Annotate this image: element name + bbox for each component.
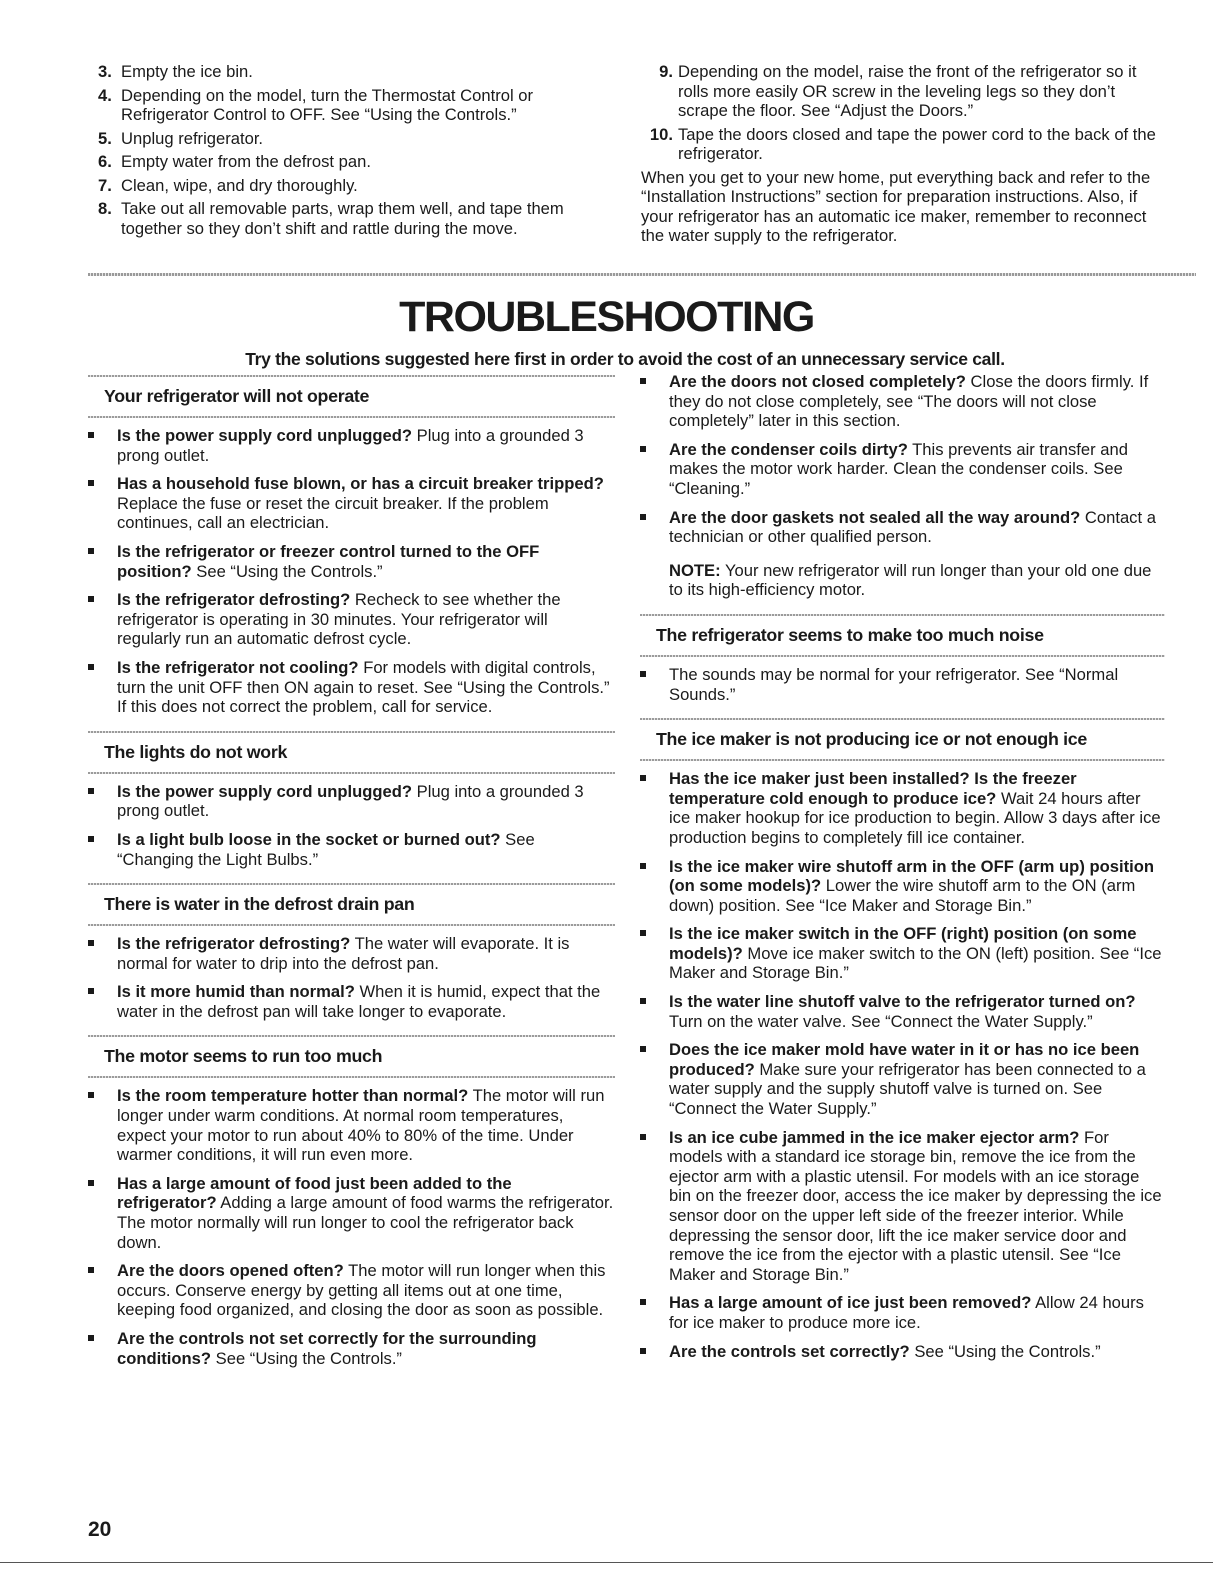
troubleshooting-list (640, 769, 1165, 1361)
list-item (98, 62, 613, 82)
moving-paragraph: When you get to your new home, put everything back and refer to the “Installation Instructions” section for preparation instructions. Also, if your refrigerator has an automatic ice maker, remember to reconnect the water supply to the refrigerator. (641, 167, 1151, 245)
answer: Plug into a grounded 3 prong outlet. (117, 426, 584, 465)
list-item (88, 1329, 615, 1368)
bullet-icon (640, 1134, 646, 1140)
step-number: 7. (98, 175, 112, 195)
bullet-icon (640, 378, 646, 384)
troubleshooting-list (640, 372, 1165, 547)
answer: Wait 24 hours after ice maker hookup for ice production to begin. Allow 3 days after ice production begins to completely fill ice container. (669, 788, 1161, 847)
note-text: Your new refrigerator will run longer than your old one due to its high-efficiency motor. (669, 560, 1152, 600)
list-item (641, 62, 1161, 121)
question: Is the power supply cord unplugged? (117, 781, 413, 801)
section-heading (88, 1035, 615, 1078)
moving-steps-list (641, 62, 1161, 164)
question: Are the controls set correctly? (669, 1341, 910, 1361)
answer: For models with a standard ice storage bin, remove the ice from the ejector arm with a plastic utensil. For models with an ice storage bin on the freezer door, access the ice maker by depressing the ice sensor door on the upper left side of the freezer interior. While depressing the sensor door, lift the ice maker service door and remove the ice from the ejector with a plastic utensil. See “Ice Maker and Storage Bin.” (669, 1127, 1162, 1284)
question: Are the door gaskets not sealed all the way around? (669, 507, 1081, 527)
question: Is the ice maker wire shutoff arm in the OFF (arm up) position (on some models)? (669, 856, 1154, 896)
list-item (640, 1040, 1165, 1118)
question: Is the refrigerator or freezer control turned to the OFF position? (117, 541, 540, 581)
step-text: Clean, wipe, and dry thoroughly. (121, 175, 358, 195)
answer: Adding a large amount of food warms the refrigerator. The motor normally will run longer to cool the refrigerator back down. (117, 1193, 614, 1252)
note (669, 561, 1165, 600)
answer: Turn on the water valve. See “Connect the Water Supply.” (669, 1011, 1093, 1031)
answer: This prevents air transfer and makes the motor work harder. Clean the condenser coils. See “Cleaning.” (669, 439, 1128, 498)
bullet-icon (88, 432, 94, 438)
list-item (640, 769, 1165, 847)
step-number: 4. (98, 85, 112, 105)
answer: See “Using the Controls.” (215, 1348, 402, 1368)
list-item (98, 86, 613, 125)
answer: Lower the wire shutoff arm to the ON (arm down) position. See “Ice Maker and Storage Bin.” (669, 876, 1136, 915)
troubleshooting-list (88, 934, 615, 1021)
answer: The sounds may be normal for your refrigerator. See “Normal Sounds.” (669, 664, 1119, 704)
right-column (640, 372, 1165, 1375)
list-item (640, 857, 1165, 916)
section-heading (88, 731, 615, 774)
bullet-icon (640, 671, 646, 677)
section-divider (88, 273, 1196, 276)
answer: Plug into a grounded 3 prong outlet. (117, 781, 584, 821)
bullet-icon (88, 836, 94, 842)
bullet-icon (88, 480, 94, 486)
moving-steps-list (98, 62, 613, 238)
answer: Close the doors firmly. If they do not close completely, see “The doors will not close completely” later in this section. (669, 372, 1149, 431)
answer: The motor will run longer under warm conditions. At normal room temperatures, expect your motor to run about 40% to 80% of the time. Under warmer conditions, it will run even more. (117, 1086, 605, 1165)
question: Is the refrigerator not cooling? (117, 657, 359, 677)
question: Is the refrigerator defrosting? (117, 590, 351, 610)
section-heading-text: The refrigerator seems to make too much noise (656, 624, 1044, 645)
list-item (640, 1128, 1165, 1285)
answer: Make sure your refrigerator has been connected to a water supply and the supply shutoff valve is turned on. See “Connect the Water Supply.” (669, 1059, 1146, 1119)
bullet-icon (88, 1092, 94, 1098)
section-heading (640, 614, 1165, 657)
question: Are the controls not set correctly for the surrounding conditions? (117, 1329, 537, 1368)
section-heading-text: The ice maker is not producing ice or not enough ice (656, 729, 1087, 750)
list-item (641, 125, 1161, 164)
list-item (640, 508, 1165, 547)
bullet-icon (640, 514, 646, 520)
step-number: 5. (98, 128, 112, 148)
bullet-icon (88, 1180, 94, 1186)
list-item (88, 982, 615, 1021)
troubleshooting-list (640, 665, 1165, 704)
question: Has a household fuse blown, or has a circuit breaker tripped? (117, 474, 604, 494)
troubleshooting-list (88, 782, 615, 869)
section-heading-text: The motor seems to run too much (104, 1046, 383, 1067)
answer: Contact a technician or other qualified person. (669, 507, 1156, 547)
section-heading (88, 375, 615, 418)
left-column (88, 375, 615, 1382)
answer: Replace the fuse or reset the circuit breaker. If the problem continues, call an electrician. (117, 493, 549, 533)
list-item (98, 199, 613, 238)
question: Are the doors not closed completely? (669, 372, 966, 391)
list-item (88, 782, 615, 821)
bullet-icon (640, 775, 646, 781)
answer: For models with digital controls, turn the unit OFF then ON again to reset. See “Using the Controls.” If this does not correct the problem, call for service. (117, 657, 610, 717)
step-number: 3. (98, 62, 112, 81)
troubleshooting-list (88, 1086, 615, 1368)
question: Is an ice cube jammed in the ice maker ejector arm? (669, 1127, 1080, 1147)
moving-steps-left (98, 62, 613, 242)
bullet-icon (640, 1299, 646, 1305)
bullet-icon (640, 446, 646, 452)
question: Does the ice maker mold have water in it or has no ice been produced? (669, 1040, 1140, 1079)
bullet-icon (640, 998, 646, 1004)
list-item (88, 590, 615, 649)
bullet-icon (88, 1267, 94, 1273)
question: Are the condenser coils dirty? (669, 439, 908, 459)
question: Is the water line shutoff valve to the refrigerator turned on? (669, 992, 1136, 1012)
list-item (88, 426, 615, 465)
question: Is the refrigerator defrosting? (117, 934, 351, 954)
bullet-icon (640, 1348, 646, 1354)
bullet-icon (88, 664, 94, 670)
step-number: 9. (659, 62, 673, 81)
list-item (98, 129, 613, 149)
bullet-icon (88, 1335, 94, 1341)
answer: Recheck to see whether the refrigerator is operating in 30 minutes. Your refrigerator will regularly run an automatic defrost cycle. (117, 590, 561, 649)
question: Is the power supply cord unplugged? (117, 426, 413, 445)
bullet-icon (640, 930, 646, 936)
step-text: Depending on the model, raise the front of the refrigerator so it rolls more easily OR screw in the leveling legs so they don’t scrape the floor. See “Adjust the Doors.” (678, 62, 1137, 120)
question: Is it more humid than normal? (117, 982, 355, 1002)
section-heading-text: Your refrigerator will not operate (104, 386, 370, 406)
list-item (640, 372, 1165, 431)
list-item (88, 1086, 615, 1164)
bullet-icon (88, 548, 94, 554)
list-item (88, 542, 615, 581)
answer: The water will evaporate. It is normal for water to drip into the defrost pan. (117, 934, 570, 973)
list-item (640, 992, 1165, 1031)
list-item (88, 658, 615, 717)
page-title: TROUBLESHOOTING (399, 293, 814, 341)
question: Is the room temperature hotter than normal? (117, 1086, 469, 1106)
question: Has a large amount of ice just been removed? (669, 1293, 1032, 1313)
step-text: Empty the ice bin. (121, 62, 253, 81)
step-text: Unplug refrigerator. (121, 128, 264, 148)
step-text: Take out all removable parts, wrap them well, and tape them together so they don’t shift and rattle during the move. (121, 199, 564, 238)
answer: Allow 24 hours for ice maker to produce more ice. (669, 1293, 1144, 1332)
step-number: 6. (98, 152, 112, 171)
section-heading (88, 883, 615, 926)
step-text: Empty water from the defrost pan. (121, 152, 371, 171)
list-item (98, 152, 613, 172)
bullet-icon (88, 788, 94, 794)
list-item (98, 176, 613, 196)
question: Are the doors opened often? (117, 1261, 344, 1281)
list-item (640, 665, 1165, 704)
troubleshooting-list (88, 426, 615, 717)
answer: See “Using the Controls.” (196, 561, 383, 581)
bullet-icon (88, 940, 94, 946)
step-number: 8. (98, 199, 112, 218)
list-item (640, 1342, 1165, 1362)
bullet-icon (88, 988, 94, 994)
step-text: Tape the doors closed and tape the power cord to the back of the refrigerator. (678, 124, 1156, 163)
answer: See “Changing the Light Bulbs.” (117, 829, 535, 869)
bottom-divider (0, 1562, 1213, 1563)
answer: Move ice maker switch to the ON (left) position. See “Ice Maker and Storage Bin.” (669, 943, 1162, 983)
answer: When it is humid, expect that the water in the defrost pan will take longer to evaporate. (117, 982, 601, 1021)
list-item (88, 1174, 615, 1252)
question: Has a large amount of food just been added to the refrigerator? (117, 1173, 512, 1213)
page-subtitle: Try the solutions suggested here first in order to avoid the cost of an unnecessary service call. (245, 349, 1005, 369)
page-number: 20 (88, 1518, 112, 1541)
section-heading-text: The lights do not work (104, 741, 288, 762)
moving-steps-right (641, 62, 1161, 246)
question: Is the ice maker switch in the OFF (right) position (on some models)? (669, 924, 1137, 963)
list-item (640, 1293, 1165, 1332)
list-item (88, 1261, 615, 1320)
question: Is a light bulb loose in the socket or burned out? (117, 829, 501, 849)
step-number: 10. (649, 124, 673, 144)
bullet-icon (640, 1046, 646, 1052)
section-heading-text: There is water in the defrost drain pan (104, 894, 415, 915)
list-item (640, 440, 1165, 499)
list-item (88, 934, 615, 973)
list-item (88, 474, 615, 533)
bullet-icon (640, 863, 646, 869)
section-heading (640, 718, 1165, 761)
note-label: NOTE: (669, 560, 721, 580)
step-text: Depending on the model, turn the Thermostat Control or Refrigerator Control to OFF. See “Using the Controls.” (121, 85, 534, 124)
list-item (640, 924, 1165, 983)
answer: See “Using the Controls.” (914, 1341, 1101, 1361)
answer: The motor will run longer when this occurs. Conserve energy by getting all items out at one time, keeping food organized, and closing the door as soon as possible. (117, 1261, 606, 1320)
list-item (88, 830, 615, 869)
question: Has the ice maker just been installed? Is the freezer temperature cold enough to produce ice? (669, 769, 1077, 808)
bullet-icon (88, 596, 94, 602)
